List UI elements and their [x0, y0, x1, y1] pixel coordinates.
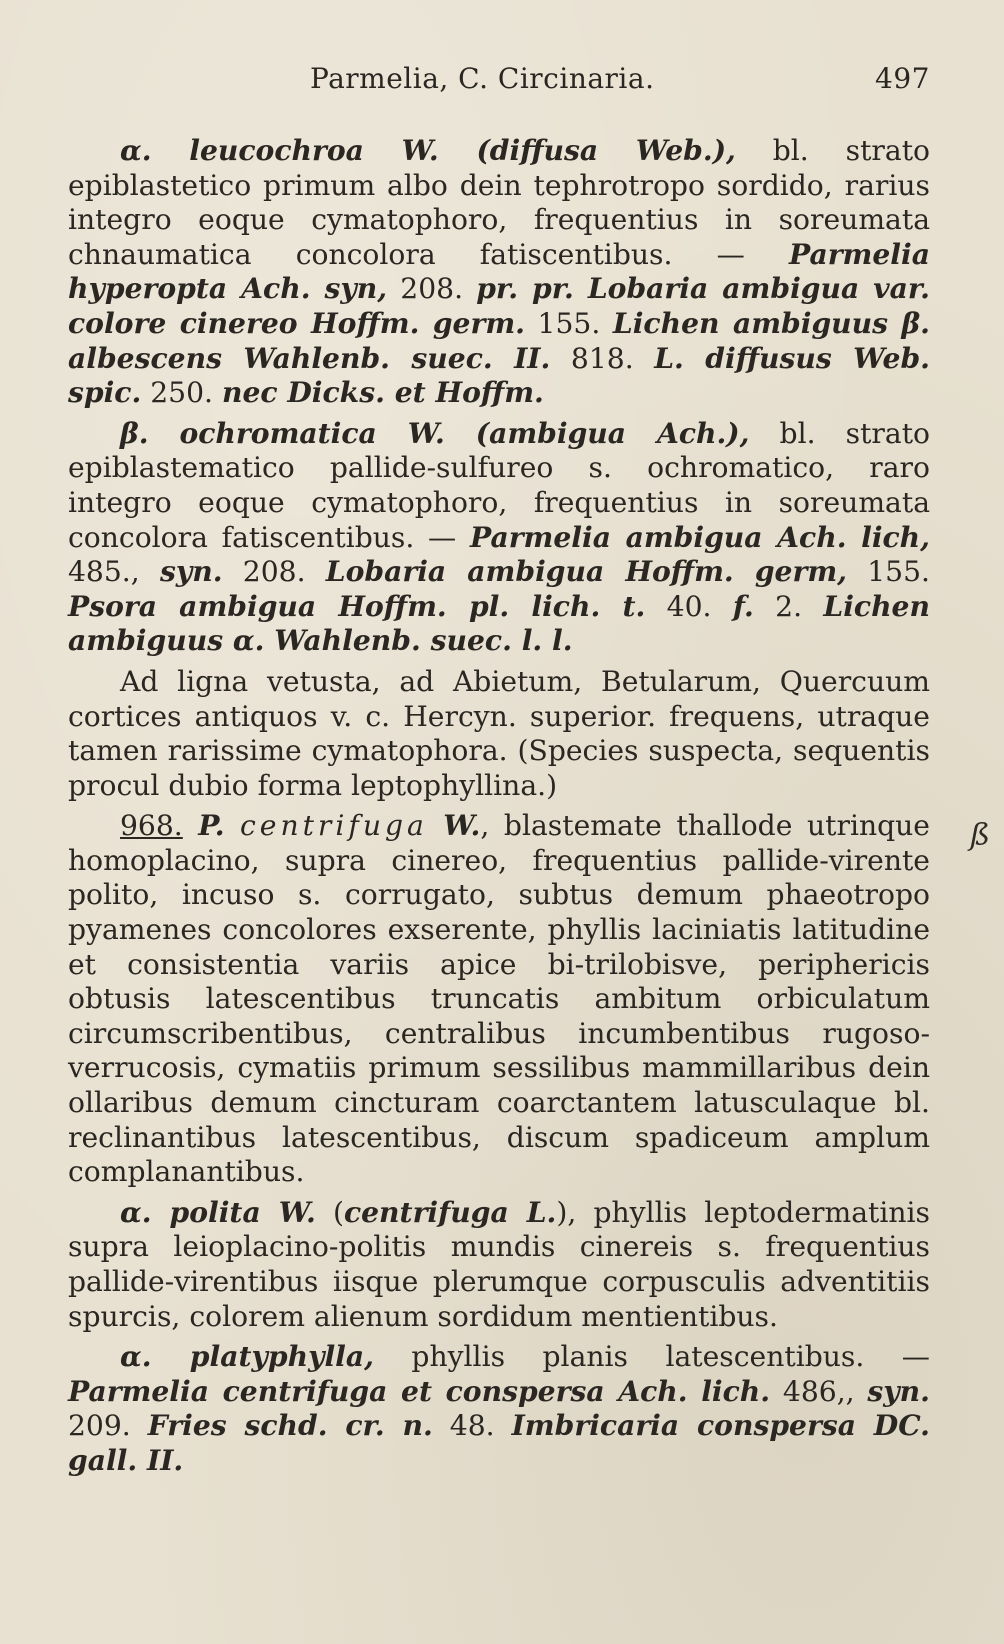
species-number: 968.	[120, 809, 183, 843]
margin-annotation: ß	[970, 818, 991, 853]
running-title: Parmelia, C. Circinaria.	[310, 62, 655, 95]
paragraph-leucochroa: α. leucochroa W. (diffusa Web.), bl. strato epiblastetico primum albo dein tephrotropo sordido, rarius integro eoque cymatophoro, frequentius in soreumata chnaumatica concolora fatiscentibus. — Parmelia hyperopta Ach. syn, 208. pr. pr. Lobaria ambigua var. colore cinereo Hoffm. germ. 155. Lichen ambiguus β. albescens Wahlenb. suec. II. 818. L. diffusus Web. spic. 250. nec Dicks. et Hoffm.	[68, 134, 930, 410]
variety-heading: α. polita W.	[120, 1195, 316, 1229]
body-text	[68, 134, 930, 1479]
variety-heading: β. ochromatica W. (ambigua Ach.),	[120, 416, 750, 450]
variety-heading: α. leucochroa W. (diffusa Web.),	[120, 134, 736, 167]
page-header	[310, 62, 930, 102]
species-name: centrifuga	[239, 809, 428, 843]
paragraph-polita: α. polita W. (centrifuga L.), phyllis leptodermatinis supra leioplacino-politis mundis cinereis s. frequentius pallide-virentibus iisque plerumque corpusculis adventitiis spurcis, colorem alienum sordidum mentientibus.	[68, 1195, 930, 1333]
paragraph-ochromatica: β. ochromatica W. (ambigua Ach.), bl. strato epiblastematico pallide-sulfureo s. ochromatico, raro integro eoque cymatophoro, frequentius in soreumata concolora fatiscentibus. — Parmelia ambigua Ach. lich, 485., syn. 208. Lobaria ambigua Hoffm. germ, 155. Psora ambigua Hoffm. pl. lich. t. 40. f. 2. Lichen ambiguus α. Wahlenb. suec. l. l.	[68, 416, 930, 658]
variety-heading: α. platyphylla,	[120, 1340, 374, 1374]
paragraph-habitat: Ad ligna vetusta, ad Abietum, Betularum, Quercuum cortices antiquos v. c. Hercyn. superior. frequens, utraque tamen rarissime cymatophora. (Species suspecta, sequentis procul dubio forma leptophyllina.)	[68, 664, 930, 802]
page-number: 497	[875, 62, 930, 95]
paragraph-species-968: 968. P. centrifuga W., blastemate thallode utrinque homoplacino, supra cinereo, frequentius pallide-virente polito, incuso s. corrugato, subtus demum phaeotropo pyamenes concolores exserente, phyllis laciniatis latitudine et consistentia variis apice bi-trilobisve, periphericis obtusis latescentibus truncatis ambitum orbiculatum circumscribentibus, centralibus incumbentibus rugoso-verrucosis, cymatiis primum sessilibus mammillaribus dein ollaribus demum cincturam coarctantem latusculaque bl. reclinantibus latescentibus, discum spadiceum amplum complanantibus.	[68, 809, 930, 1189]
paragraph-platyphylla: α. platyphylla, phyllis planis latescentibus. — Parmelia centrifuga et conspersa Ach. lich. 486,, syn. 209. Fries schd. cr. n. 48. Imbricaria conspersa DC. gall. II.	[68, 1340, 931, 1477]
